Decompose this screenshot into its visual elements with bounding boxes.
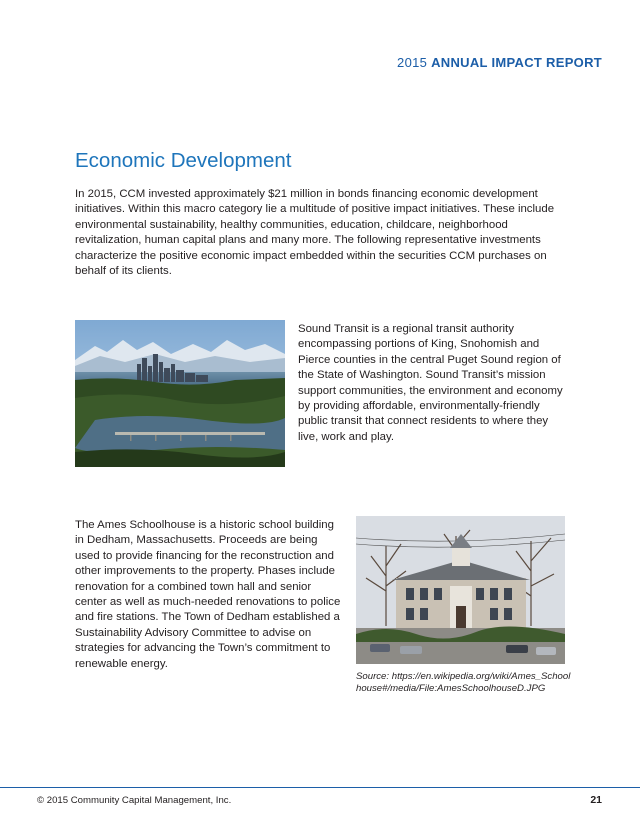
footer-divider	[0, 787, 640, 788]
sound-transit-paragraph: Sound Transit is a regional transit authority encompassing portions of King, Snohomish and Pierce counties in the central Puget Sound region of the State of Washington. Sound Transit’s mission support communities, the environment and economy by providing affordable, environmentally-friendly public transit that connect residents to where they live, work and play.	[298, 323, 563, 443]
photo-source-caption: Source: https://en.wikipedia.org/wiki/Ames_Schoolhouse#/media/File:AmesSchoolhouseD.JPG	[356, 671, 571, 695]
report-title: ANNUAL IMPACT REPORT	[431, 55, 602, 70]
report-year: 2015	[397, 55, 428, 70]
ames-schoolhouse-photo	[356, 516, 565, 664]
ames-schoolhouse-paragraph: The Ames Schoolhouse is a historic school building in Dedham, Massachusetts. Proceeds are being used to provide financing for the reconstruction and other improvements to the property. Phases include renovation for a combined town hall and senior center as well as much-needed renovations to police and fire stations. The Town of Dedham established a Sustainability Advisory Committee to advise on strategies for advancing the Town’s commitment to renewable energy.	[75, 519, 341, 670]
footer-copyright: © 2015 Community Capital Management, Inc.	[37, 795, 232, 806]
section-title: Economic Development	[75, 149, 292, 172]
page-number: 21	[590, 794, 602, 806]
seattle-skyline-photo	[75, 320, 285, 467]
intro-paragraph: In 2015, CCM invested approximately $21 million in bonds financing economic development initiatives. Within this macro category lie a multitude of positive impact initiatives. These include environmental sustainability, healthy communities, education, childcare, neighborhood revitalization, human capital plans and many more. The following representative investments characterize the positive economic impact embedded within the securities CCM purchases on behalf of its clients.	[75, 188, 555, 278]
report-header	[397, 55, 602, 70]
